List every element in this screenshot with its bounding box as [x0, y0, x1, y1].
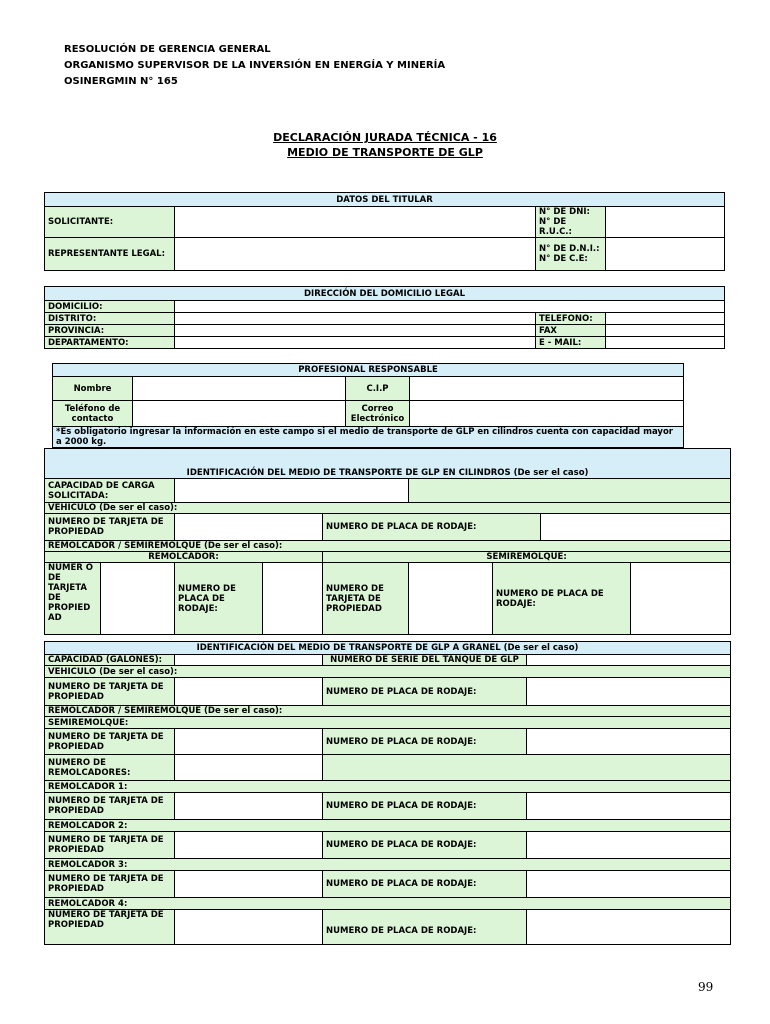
- granel-heading: IDENTIFICACIÓN DEL MEDIO DE TRANSPORTE DE GLP A GRANEL (De ser el caso): [45, 642, 731, 655]
- cil-vehiculo-label: VEHICULO (De ser el caso):: [45, 503, 731, 514]
- gra-num-remolcadores-label: NUMERO DE REMOLCADORES:: [45, 755, 175, 781]
- gra-r2-placa-label: NUMERO DE PLACA DE RODAJE:: [323, 832, 527, 859]
- cil-semi-placa-field[interactable]: [631, 563, 731, 635]
- gra-r4-placa-field[interactable]: [527, 910, 731, 945]
- gra-remolcador4-label: REMOLCADOR 4:: [45, 898, 731, 910]
- gra-num-remolcadores-field[interactable]: [175, 755, 323, 781]
- domicilio-heading: DIRECCIÓN DEL DOMICILIO LEGAL: [45, 287, 725, 301]
- gra-r1-tarjeta-field[interactable]: [175, 793, 323, 820]
- provincia-label: PROVINCIA:: [45, 325, 175, 337]
- gra-semi-tarjeta-label: NUMERO DE TARJETA DE PROPIEDAD: [45, 729, 175, 755]
- nombre-label: Nombre: [53, 377, 133, 401]
- cilindros-heading: IDENTIFICACIÓN DEL MEDIO DE TRANSPORTE DE GLP EN CILINDROS (De ser el caso): [45, 449, 731, 479]
- domicilio-field[interactable]: [175, 301, 725, 313]
- cil-capacidad-label: CAPACIDAD DE CARGA SOLICITADA:: [45, 479, 175, 503]
- gra-placa-label: NUMERO DE PLACA DE RODAJE:: [323, 678, 527, 706]
- header-line-2: ORGANISMO SUPERVISOR DE LA INVERSIÓN EN ENERGÍA Y MINERÍA: [64, 60, 446, 71]
- representante-field[interactable]: [175, 238, 536, 271]
- distrito-label: DISTRITO:: [45, 313, 175, 325]
- cil-rem-placa-field[interactable]: [263, 563, 323, 635]
- gra-tarjeta-label: NUMERO DE TARJETA DE PROPIEDAD: [45, 678, 175, 706]
- cil-placa-label: NUMERO DE PLACA DE RODAJE:: [323, 514, 541, 541]
- gra-r1-tarjeta-label: NUMERO DE TARJETA DE PROPIEDAD: [45, 793, 175, 820]
- cil-rem-tarjeta-label: NUMER O DE TARJETA DE PROPIED AD: [45, 563, 101, 635]
- gra-remolcador-semi-label: REMOLCADOR / SEMIREMOLQUE (De ser el caso):: [45, 706, 731, 717]
- dni-ce-field[interactable]: [606, 238, 725, 271]
- telefono-contacto-field[interactable]: [133, 401, 346, 427]
- fax-label: FAX: [536, 325, 606, 337]
- correo-label: Correo Electrónico: [346, 401, 410, 427]
- cilindros-table: [44, 448, 731, 635]
- gra-r2-tarjeta-field[interactable]: [175, 832, 323, 859]
- cil-semiremolque-label: SEMIREMOLQUE:: [323, 552, 731, 563]
- telefono-contacto-label: Teléfono de contacto: [53, 401, 133, 427]
- cil-tarjeta-field[interactable]: [175, 514, 323, 541]
- gra-r1-placa-label: NUMERO DE PLACA DE RODAJE:: [323, 793, 527, 820]
- gra-r3-tarjeta-field[interactable]: [175, 871, 323, 898]
- gra-r3-placa-label: NUMERO DE PLACA DE RODAJE:: [323, 871, 527, 898]
- profesional-heading: PROFESIONAL RESPONSABLE: [53, 364, 684, 377]
- cil-semi-tarjeta-label: NUMERO DE TARJETA DE PROPIEDAD: [323, 563, 409, 635]
- header-line-1: RESOLUCIÓN DE GERENCIA GENERAL: [64, 44, 271, 55]
- page-number: 99: [698, 980, 714, 994]
- gra-placa-field[interactable]: [527, 678, 731, 706]
- domicilio-label: DOMICILIO:: [45, 301, 175, 313]
- cil-placa-field[interactable]: [541, 514, 731, 541]
- gra-serie-label: NUMERO DE SERIE DEL TANQUE DE GLP: [323, 655, 527, 666]
- form-title: DECLARACIÓN JURADA TÉCNICA - 16: [273, 131, 497, 144]
- gra-semi-tarjeta-field[interactable]: [175, 729, 323, 755]
- cil-remolcador-label: REMOLCADOR:: [45, 552, 323, 563]
- telefono-field[interactable]: [606, 313, 725, 325]
- gra-remolcador2-label: REMOLCADOR 2:: [45, 820, 731, 832]
- profesional-note: *Es obligatorio ingresar la información en este campo si el medio de transporte de GLP en cilindros cuenta con capacidad mayor a 2000 kg.: [53, 427, 684, 448]
- provincia-field[interactable]: [175, 325, 536, 337]
- header-line-3: OSINERGMIN N° 165: [64, 76, 178, 87]
- gra-num-remolcadores-extra: [323, 755, 731, 781]
- dni-ruc-label: N° DE DNI: N° DE R.U.C.:: [536, 207, 606, 238]
- gra-vehiculo-label: VEHICULO (De ser el caso):: [45, 666, 731, 678]
- telefono-label: TELEFONO:: [536, 313, 606, 325]
- profesional-table: [52, 363, 684, 448]
- gra-r4-tarjeta-label: NUMERO DE TARJETA DE PROPIEDAD: [45, 910, 175, 945]
- dni-ruc-field[interactable]: [606, 207, 725, 238]
- cil-semi-placa-label: NUMERO DE PLACA DE RODAJE:: [493, 563, 631, 635]
- gra-r1-placa-field[interactable]: [527, 793, 731, 820]
- gra-semi-placa-field[interactable]: [527, 729, 731, 755]
- cil-rem-placa-label: NUMERO DE PLACA DE RODAJE:: [175, 563, 263, 635]
- granel-table: [44, 641, 731, 945]
- gra-semiremolque-label: SEMIREMOLQUE:: [45, 717, 731, 729]
- dni-ce-label: N° DE D.N.I.: N° DE C.E:: [536, 238, 606, 271]
- titular-table: [44, 192, 725, 271]
- gra-r2-tarjeta-label: NUMERO DE TARJETA DE PROPIEDAD: [45, 832, 175, 859]
- gra-semi-placa-label: NUMERO DE PLACA DE RODAJE:: [323, 729, 527, 755]
- gra-serie-field[interactable]: [527, 655, 731, 666]
- departamento-label: DEPARTAMENTO:: [45, 337, 175, 349]
- correo-field[interactable]: [410, 401, 684, 427]
- cil-capacidad-field[interactable]: [175, 479, 409, 503]
- representante-label: REPRESENTANTE LEGAL:: [45, 238, 175, 271]
- gra-tarjeta-field[interactable]: [175, 678, 323, 706]
- email-label: E - MAIL:: [536, 337, 606, 349]
- cil-rem-tarjeta-field[interactable]: [101, 563, 175, 635]
- titular-heading: DATOS DEL TITULAR: [45, 193, 725, 207]
- distrito-field[interactable]: [175, 313, 536, 325]
- cil-remolcador-semi-label: REMOLCADOR / SEMIREMOLQUE (De ser el caso):: [45, 541, 731, 552]
- gra-r3-tarjeta-label: NUMERO DE TARJETA DE PROPIEDAD: [45, 871, 175, 898]
- cil-semi-tarjeta-field[interactable]: [409, 563, 493, 635]
- domicilio-table: [44, 286, 725, 349]
- fax-field[interactable]: [606, 325, 725, 337]
- gra-r4-tarjeta-field[interactable]: [175, 910, 323, 945]
- gra-remolcador1-label: REMOLCADOR 1:: [45, 781, 731, 793]
- solicitante-field[interactable]: [175, 207, 536, 238]
- gra-r3-placa-field[interactable]: [527, 871, 731, 898]
- departamento-field[interactable]: [175, 337, 536, 349]
- gra-capacidad-label: CAPACIDAD (GALONES):: [45, 655, 175, 666]
- gra-capacidad-field[interactable]: [175, 655, 323, 666]
- gra-remolcador3-label: REMOLCADOR 3:: [45, 859, 731, 871]
- document-header: [64, 42, 445, 90]
- cip-label: C.I.P: [346, 377, 410, 401]
- email-field[interactable]: [606, 337, 725, 349]
- cil-capacidad-extra: [409, 479, 731, 503]
- gra-r2-placa-field[interactable]: [527, 832, 731, 859]
- cil-tarjeta-label: NUMERO DE TARJETA DE PROPIEDAD: [45, 514, 175, 541]
- cip-field[interactable]: [410, 377, 684, 401]
- form-subtitle: MEDIO DE TRANSPORTE DE GLP: [287, 146, 483, 159]
- gra-r4-placa-label: NUMERO DE PLACA DE RODAJE:: [323, 910, 527, 945]
- nombre-field[interactable]: [133, 377, 346, 401]
- solicitante-label: SOLICITANTE:: [45, 207, 175, 238]
